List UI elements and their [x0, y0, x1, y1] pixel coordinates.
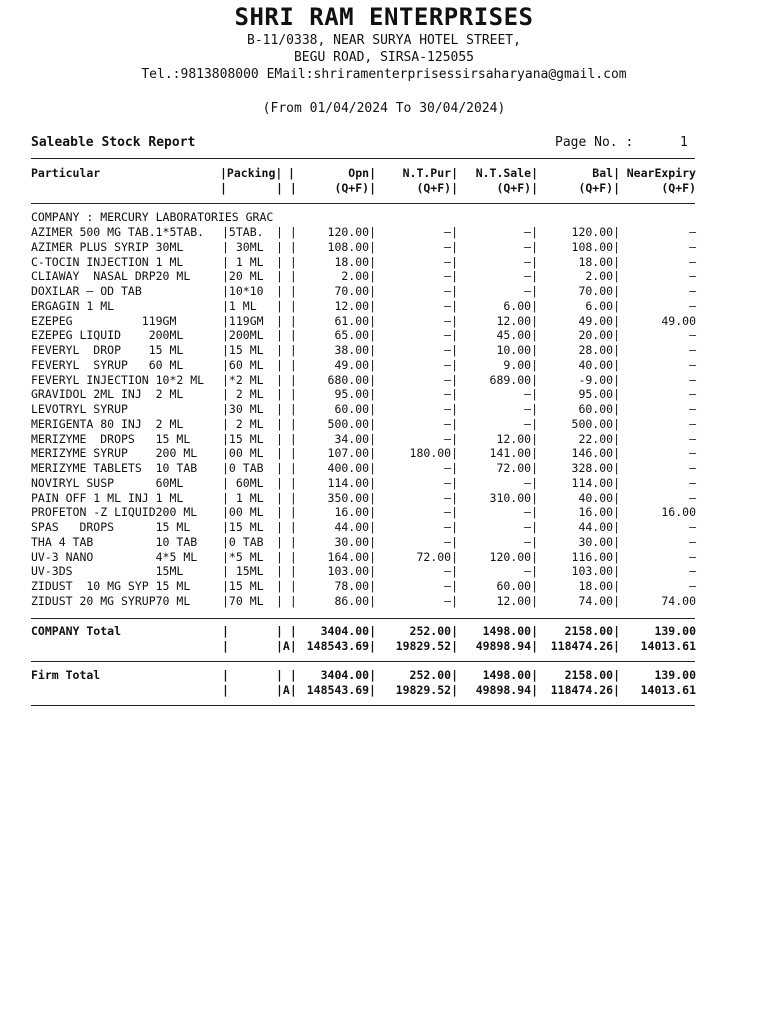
col-nearexpiry: NearExpiry	[626, 166, 696, 180]
row-ntsale: —|	[524, 564, 538, 579]
row-opn: 18.00|	[334, 254, 376, 269]
total-nearexpiry: 14013.61	[640, 682, 696, 697]
row-bal: 500.00|	[571, 416, 620, 431]
col-ntpur-sub: (Q+F)|	[416, 181, 458, 195]
col-sep-sub: | |	[276, 181, 297, 195]
total-ntpur: 19829.52|	[395, 682, 458, 697]
total-bal: 2158.00|	[564, 668, 620, 682]
row-ntpur: —|	[444, 328, 458, 343]
row-bal: 116.00|	[571, 549, 620, 564]
row-separator: | |	[276, 343, 297, 357]
row-ntpur: —|	[444, 357, 458, 372]
total-opn: 148543.69|	[306, 682, 376, 697]
row-ntsale: 310.00|	[489, 490, 538, 505]
total-bal: 118474.26|	[550, 682, 620, 697]
row-ntpur: —|	[444, 490, 458, 505]
row-packing: | 1 ML	[222, 254, 264, 269]
row-ntpur: —|	[444, 269, 458, 284]
row-packing: |0 TAB	[222, 461, 264, 475]
row-opn: 65.00|	[334, 328, 376, 343]
row-separator: | |	[276, 298, 297, 313]
row-particular: THA 4 TAB 10 TAB	[31, 534, 198, 549]
row-ntsale: 12.00|	[496, 431, 538, 446]
row-separator: | |	[276, 579, 297, 593]
row-particular: DOXILAR – OD TAB	[31, 284, 142, 298]
row-opn: 70.00|	[334, 284, 376, 298]
row-nearexpiry: 49.00	[661, 313, 696, 328]
row-separator: | |	[276, 431, 297, 446]
row-particular: AZIMER PLUS SYRIP 30ML	[31, 239, 184, 254]
row-bal: 28.00|	[578, 343, 620, 357]
row-opn: 164.00|	[327, 549, 376, 564]
row-ntsale: 72.00|	[496, 461, 538, 475]
row-packing: |30 ML	[222, 402, 264, 416]
row-ntpur: —|	[444, 505, 458, 520]
row-separator: | |	[276, 328, 297, 343]
row-separator: | |	[276, 593, 297, 608]
row-bal: 108.00|	[571, 239, 620, 254]
total-opn: 3404.00|	[320, 624, 376, 638]
row-bal: 114.00|	[571, 475, 620, 490]
row-packing: |1 ML	[222, 298, 257, 313]
row-ntsale: —|	[524, 402, 538, 416]
row-bal: 18.00|	[578, 254, 620, 269]
total-sep: |A|	[276, 682, 297, 697]
total-ntsale: 49898.94|	[475, 638, 538, 653]
address-line-2: BEGU ROAD, SIRSA-125055	[293, 50, 474, 65]
row-opn: 12.00|	[334, 298, 376, 313]
row-nearexpiry: —	[689, 549, 696, 564]
row-particular: C-TOCIN INJECTION 1 ML	[31, 254, 184, 269]
row-particular: CLIAWAY NASAL DRP20 ML	[31, 269, 191, 284]
total-sep: | |	[276, 624, 297, 638]
row-separator: | |	[276, 461, 297, 475]
row-packing: |*5 ML	[222, 549, 264, 564]
row-ntpur: —|	[444, 298, 458, 313]
row-bal: 120.00|	[571, 225, 620, 239]
row-separator: | |	[276, 269, 297, 284]
row-ntpur: —|	[444, 564, 458, 579]
row-bal: 2.00|	[585, 269, 620, 284]
row-ntsale: —|	[524, 269, 538, 284]
row-packing: |20 ML	[222, 269, 264, 284]
row-particular: EZEPEG 119GM	[31, 313, 177, 328]
row-packing: |00 ML	[222, 505, 264, 520]
row-ntpur: 180.00|	[409, 446, 458, 461]
total-opn: 3404.00|	[320, 668, 376, 682]
row-packing: |15 ML	[222, 520, 264, 534]
row-ntsale: —|	[524, 520, 538, 534]
row-bal: 18.00|	[578, 579, 620, 593]
total-nearexpiry: 14013.61	[640, 638, 696, 653]
row-ntsale: —|	[524, 239, 538, 254]
row-separator: | |	[276, 254, 297, 269]
row-ntsale: —|	[524, 254, 538, 269]
row-packing: |*2 ML	[222, 372, 264, 387]
row-ntsale: —|	[524, 475, 538, 490]
divider	[31, 661, 695, 662]
divider	[31, 203, 695, 204]
divider	[31, 158, 695, 159]
row-bal: 95.00|	[578, 387, 620, 402]
total-label: COMPANY Total	[31, 624, 122, 638]
row-ntpur: —|	[444, 461, 458, 475]
row-particular: UV-3DS 15ML	[31, 564, 184, 579]
row-particular: FEVERYL SYRUP 60 ML	[31, 357, 184, 372]
row-packing: |60 ML	[222, 357, 264, 372]
row-nearexpiry: —	[689, 490, 696, 505]
col-packing-sub: |	[220, 181, 227, 195]
row-bal: 74.00|	[578, 593, 620, 608]
total-opn: 148543.69|	[306, 638, 376, 653]
row-nearexpiry: —	[689, 225, 696, 239]
row-ntsale: —|	[524, 416, 538, 431]
row-separator: | |	[276, 239, 297, 254]
row-particular: LEVOTRYL SYRUP	[31, 402, 128, 416]
row-packing: |10*10	[222, 284, 264, 298]
row-opn: 44.00|	[334, 520, 376, 534]
row-nearexpiry: —	[689, 416, 696, 431]
row-separator: | |	[276, 520, 297, 534]
row-opn: 114.00|	[327, 475, 376, 490]
row-ntpur: —|	[444, 431, 458, 446]
row-packing: | 1 ML	[222, 490, 264, 505]
total-ntpur: 252.00|	[409, 624, 458, 638]
row-bal: 328.00|	[571, 461, 620, 475]
row-ntsale: 60.00|	[496, 579, 538, 593]
row-packing: | 2 ML	[222, 416, 264, 431]
address-line-1: B-11/0338, NEAR SURYA HOTEL STREET,	[247, 33, 521, 48]
row-ntsale: 12.00|	[496, 313, 538, 328]
row-ntsale: —|	[524, 534, 538, 549]
row-nearexpiry: —	[689, 357, 696, 372]
col-bal: Bal|	[592, 166, 620, 180]
page-label: Page No. :	[555, 135, 634, 150]
row-bal: 44.00|	[578, 520, 620, 534]
row-particular: MERIZYME TABLETS 10 TAB	[31, 461, 198, 475]
row-ntpur: —|	[444, 579, 458, 593]
total-packing-sep: |	[222, 682, 229, 697]
firm-name: SHRI RAM ENTERPRISES	[234, 3, 534, 31]
company-heading: COMPANY : MERCURY LABORATORIES GRAC	[31, 210, 274, 224]
total-ntsale: 1498.00|	[482, 668, 538, 682]
row-packing: |200ML	[222, 328, 264, 343]
total-sep: | |	[276, 668, 297, 682]
row-particular: UV-3 NANO 4*5 ML	[31, 549, 198, 564]
row-bal: 30.00|	[578, 534, 620, 549]
page-number: 1	[680, 135, 688, 150]
total-sep: |A|	[276, 638, 297, 653]
row-opn: 34.00|	[334, 431, 376, 446]
row-ntsale: 120.00|	[489, 549, 538, 564]
row-nearexpiry: —	[689, 387, 696, 402]
row-packing: |15 ML	[222, 431, 264, 446]
row-separator: | |	[276, 564, 297, 579]
report-period: (From 01/04/2024 To 30/04/2024)	[262, 101, 506, 116]
row-nearexpiry: —	[689, 534, 696, 549]
row-particular: ZIDUST 10 MG SYP 15 ML	[31, 579, 191, 593]
row-nearexpiry: —	[689, 461, 696, 475]
total-bal: 118474.26|	[550, 638, 620, 653]
row-ntpur: —|	[444, 225, 458, 239]
row-nearexpiry: —	[689, 579, 696, 593]
row-separator: | |	[276, 225, 297, 239]
report-title: Saleable Stock Report	[31, 135, 196, 150]
total-packing-sep: |	[222, 668, 229, 682]
row-packing: |70 ML	[222, 593, 264, 608]
row-particular: SPAS DROPS 15 ML	[31, 520, 191, 534]
total-label: Firm Total	[31, 668, 101, 682]
row-particular: MERIZYME DROPS 15 ML	[31, 431, 191, 446]
col-opn: Opn|	[348, 166, 376, 180]
row-nearexpiry: —	[689, 475, 696, 490]
row-ntsale: —|	[524, 284, 538, 298]
row-separator: | |	[276, 313, 297, 328]
row-bal: 22.00|	[578, 431, 620, 446]
row-opn: 2.00|	[341, 269, 376, 284]
row-ntsale: 141.00|	[489, 446, 538, 461]
col-sep: |	[288, 166, 295, 180]
row-opn: 95.00|	[334, 387, 376, 402]
row-separator: | |	[276, 387, 297, 402]
col-ntpur: N.T.Pur|	[402, 166, 458, 180]
row-ntsale: —|	[524, 225, 538, 239]
row-ntsale: 45.00|	[496, 328, 538, 343]
row-separator: | |	[276, 357, 297, 372]
row-nearexpiry: 74.00	[661, 593, 696, 608]
row-packing: |5TAB.	[222, 225, 264, 239]
row-ntpur: —|	[444, 416, 458, 431]
row-nearexpiry: —	[689, 269, 696, 284]
row-particular: PAIN OFF 1 ML INJ 1 ML	[31, 490, 184, 505]
row-particular: ERGAGIN 1 ML	[31, 298, 115, 313]
row-opn: 78.00|	[334, 579, 376, 593]
row-bal: 6.00|	[585, 298, 620, 313]
row-particular: ZIDUST 20 MG SYRUP70 ML	[31, 593, 191, 608]
row-opn: 16.00|	[334, 505, 376, 520]
row-opn: 49.00|	[334, 357, 376, 372]
col-ntsale: N.T.Sale|	[475, 166, 538, 180]
row-particular: EZEPEG LIQUID 200ML	[31, 328, 184, 343]
row-nearexpiry: —	[689, 372, 696, 387]
col-particular: Particular	[31, 166, 101, 180]
row-packing: |00 ML	[222, 446, 264, 461]
row-ntpur: —|	[444, 254, 458, 269]
row-opn: 60.00|	[334, 402, 376, 416]
divider	[31, 705, 695, 706]
total-ntsale: 1498.00|	[482, 624, 538, 638]
row-nearexpiry: —	[689, 343, 696, 357]
row-ntsale: —|	[524, 505, 538, 520]
row-particular: AZIMER 500 MG TAB.1*5TAB.	[31, 225, 205, 239]
row-packing: |15 ML	[222, 579, 264, 593]
row-packing: |0 TAB	[222, 534, 264, 549]
total-ntsale: 49898.94|	[475, 682, 538, 697]
row-nearexpiry: —	[689, 284, 696, 298]
row-particular: MERIGENTA 80 INJ 2 ML	[31, 416, 184, 431]
row-opn: 103.00|	[327, 564, 376, 579]
total-nearexpiry: 139.00	[654, 668, 696, 682]
row-packing: | 60ML	[222, 475, 264, 490]
row-ntsale: —|	[524, 387, 538, 402]
row-particular: MERIZYME SYRUP 200 ML	[31, 446, 198, 461]
row-nearexpiry: —	[689, 446, 696, 461]
row-bal: 40.00|	[578, 490, 620, 505]
row-bal: 146.00|	[571, 446, 620, 461]
row-opn: 500.00|	[327, 416, 376, 431]
total-ntpur: 252.00|	[409, 668, 458, 682]
row-bal: 40.00|	[578, 357, 620, 372]
row-packing: | 15ML	[222, 564, 264, 579]
row-ntsale: 689.00|	[489, 372, 538, 387]
col-opn-sub: (Q+F)|	[334, 181, 376, 195]
row-separator: | |	[276, 505, 297, 520]
total-ntpur: 19829.52|	[395, 638, 458, 653]
row-bal: 103.00|	[571, 564, 620, 579]
row-particular: FEVERYL DROP 15 ML	[31, 343, 184, 357]
row-ntpur: —|	[444, 343, 458, 357]
row-opn: 107.00|	[327, 446, 376, 461]
row-opn: 400.00|	[327, 461, 376, 475]
divider	[31, 618, 695, 619]
row-opn: 120.00|	[327, 225, 376, 239]
row-ntpur: —|	[444, 593, 458, 608]
row-ntpur: —|	[444, 284, 458, 298]
row-packing: |15 ML	[222, 343, 264, 357]
row-ntpur: —|	[444, 402, 458, 416]
col-bal-sub: (Q+F)|	[578, 181, 620, 195]
row-bal: -9.00|	[578, 372, 620, 387]
row-separator: | |	[276, 284, 297, 298]
row-opn: 61.00|	[334, 313, 376, 328]
row-particular: PROFETON -Z LIQUID200 ML	[31, 505, 198, 520]
row-nearexpiry: —	[689, 431, 696, 446]
row-bal: 20.00|	[578, 328, 620, 343]
row-separator: | |	[276, 446, 297, 461]
row-particular: GRAVIDOL 2ML INJ 2 ML	[31, 387, 184, 402]
row-opn: 680.00|	[327, 372, 376, 387]
row-opn: 350.00|	[327, 490, 376, 505]
row-nearexpiry: 16.00	[661, 505, 696, 520]
row-ntpur: —|	[444, 534, 458, 549]
total-nearexpiry: 139.00	[654, 624, 696, 638]
col-ntsale-sub: (Q+F)|	[496, 181, 538, 195]
row-separator: | |	[276, 490, 297, 505]
row-nearexpiry: —	[689, 520, 696, 534]
col-nearexpiry-sub: (Q+F)	[661, 181, 696, 195]
contact-line: Tel.:9813808000 EMail:shriramenterprisessirsaharyana@gmail.com	[141, 67, 627, 82]
row-ntsale: 12.00|	[496, 593, 538, 608]
row-bal: 49.00|	[578, 313, 620, 328]
row-opn: 86.00|	[334, 593, 376, 608]
row-packing: |119GM	[222, 313, 264, 328]
row-separator: | |	[276, 549, 297, 564]
total-packing-sep: |	[222, 638, 229, 653]
total-bal: 2158.00|	[564, 624, 620, 638]
row-separator: | |	[276, 416, 297, 431]
row-ntsale: 6.00|	[503, 298, 538, 313]
row-ntsale: 9.00|	[503, 357, 538, 372]
row-packing: | 30ML	[222, 239, 264, 254]
row-ntpur: 72.00|	[416, 549, 458, 564]
row-nearexpiry: —	[689, 328, 696, 343]
row-separator: | |	[276, 475, 297, 490]
row-nearexpiry: —	[689, 298, 696, 313]
total-packing-sep: |	[222, 624, 229, 638]
row-separator: | |	[276, 372, 297, 387]
row-nearexpiry: —	[689, 402, 696, 416]
row-ntpur: —|	[444, 387, 458, 402]
row-ntpur: —|	[444, 372, 458, 387]
row-ntpur: —|	[444, 475, 458, 490]
row-separator: | |	[276, 402, 297, 416]
row-separator: | |	[276, 534, 297, 549]
row-opn: 38.00|	[334, 343, 376, 357]
row-opn: 108.00|	[327, 239, 376, 254]
row-ntpur: —|	[444, 313, 458, 328]
row-bal: 60.00|	[578, 402, 620, 416]
row-nearexpiry: —	[689, 254, 696, 269]
row-nearexpiry: —	[689, 564, 696, 579]
row-bal: 16.00|	[578, 505, 620, 520]
row-particular: FEVERYL INJECTION 10*2 ML	[31, 372, 205, 387]
row-nearexpiry: —	[689, 239, 696, 254]
row-packing: | 2 ML	[222, 387, 264, 402]
row-opn: 30.00|	[334, 534, 376, 549]
row-ntpur: —|	[444, 239, 458, 254]
col-packing: |Packing|	[220, 166, 283, 180]
row-ntpur: —|	[444, 520, 458, 534]
row-particular: NOVIRYL SUSP 60ML	[31, 475, 184, 490]
row-bal: 70.00|	[578, 284, 620, 298]
row-ntsale: 10.00|	[496, 343, 538, 357]
